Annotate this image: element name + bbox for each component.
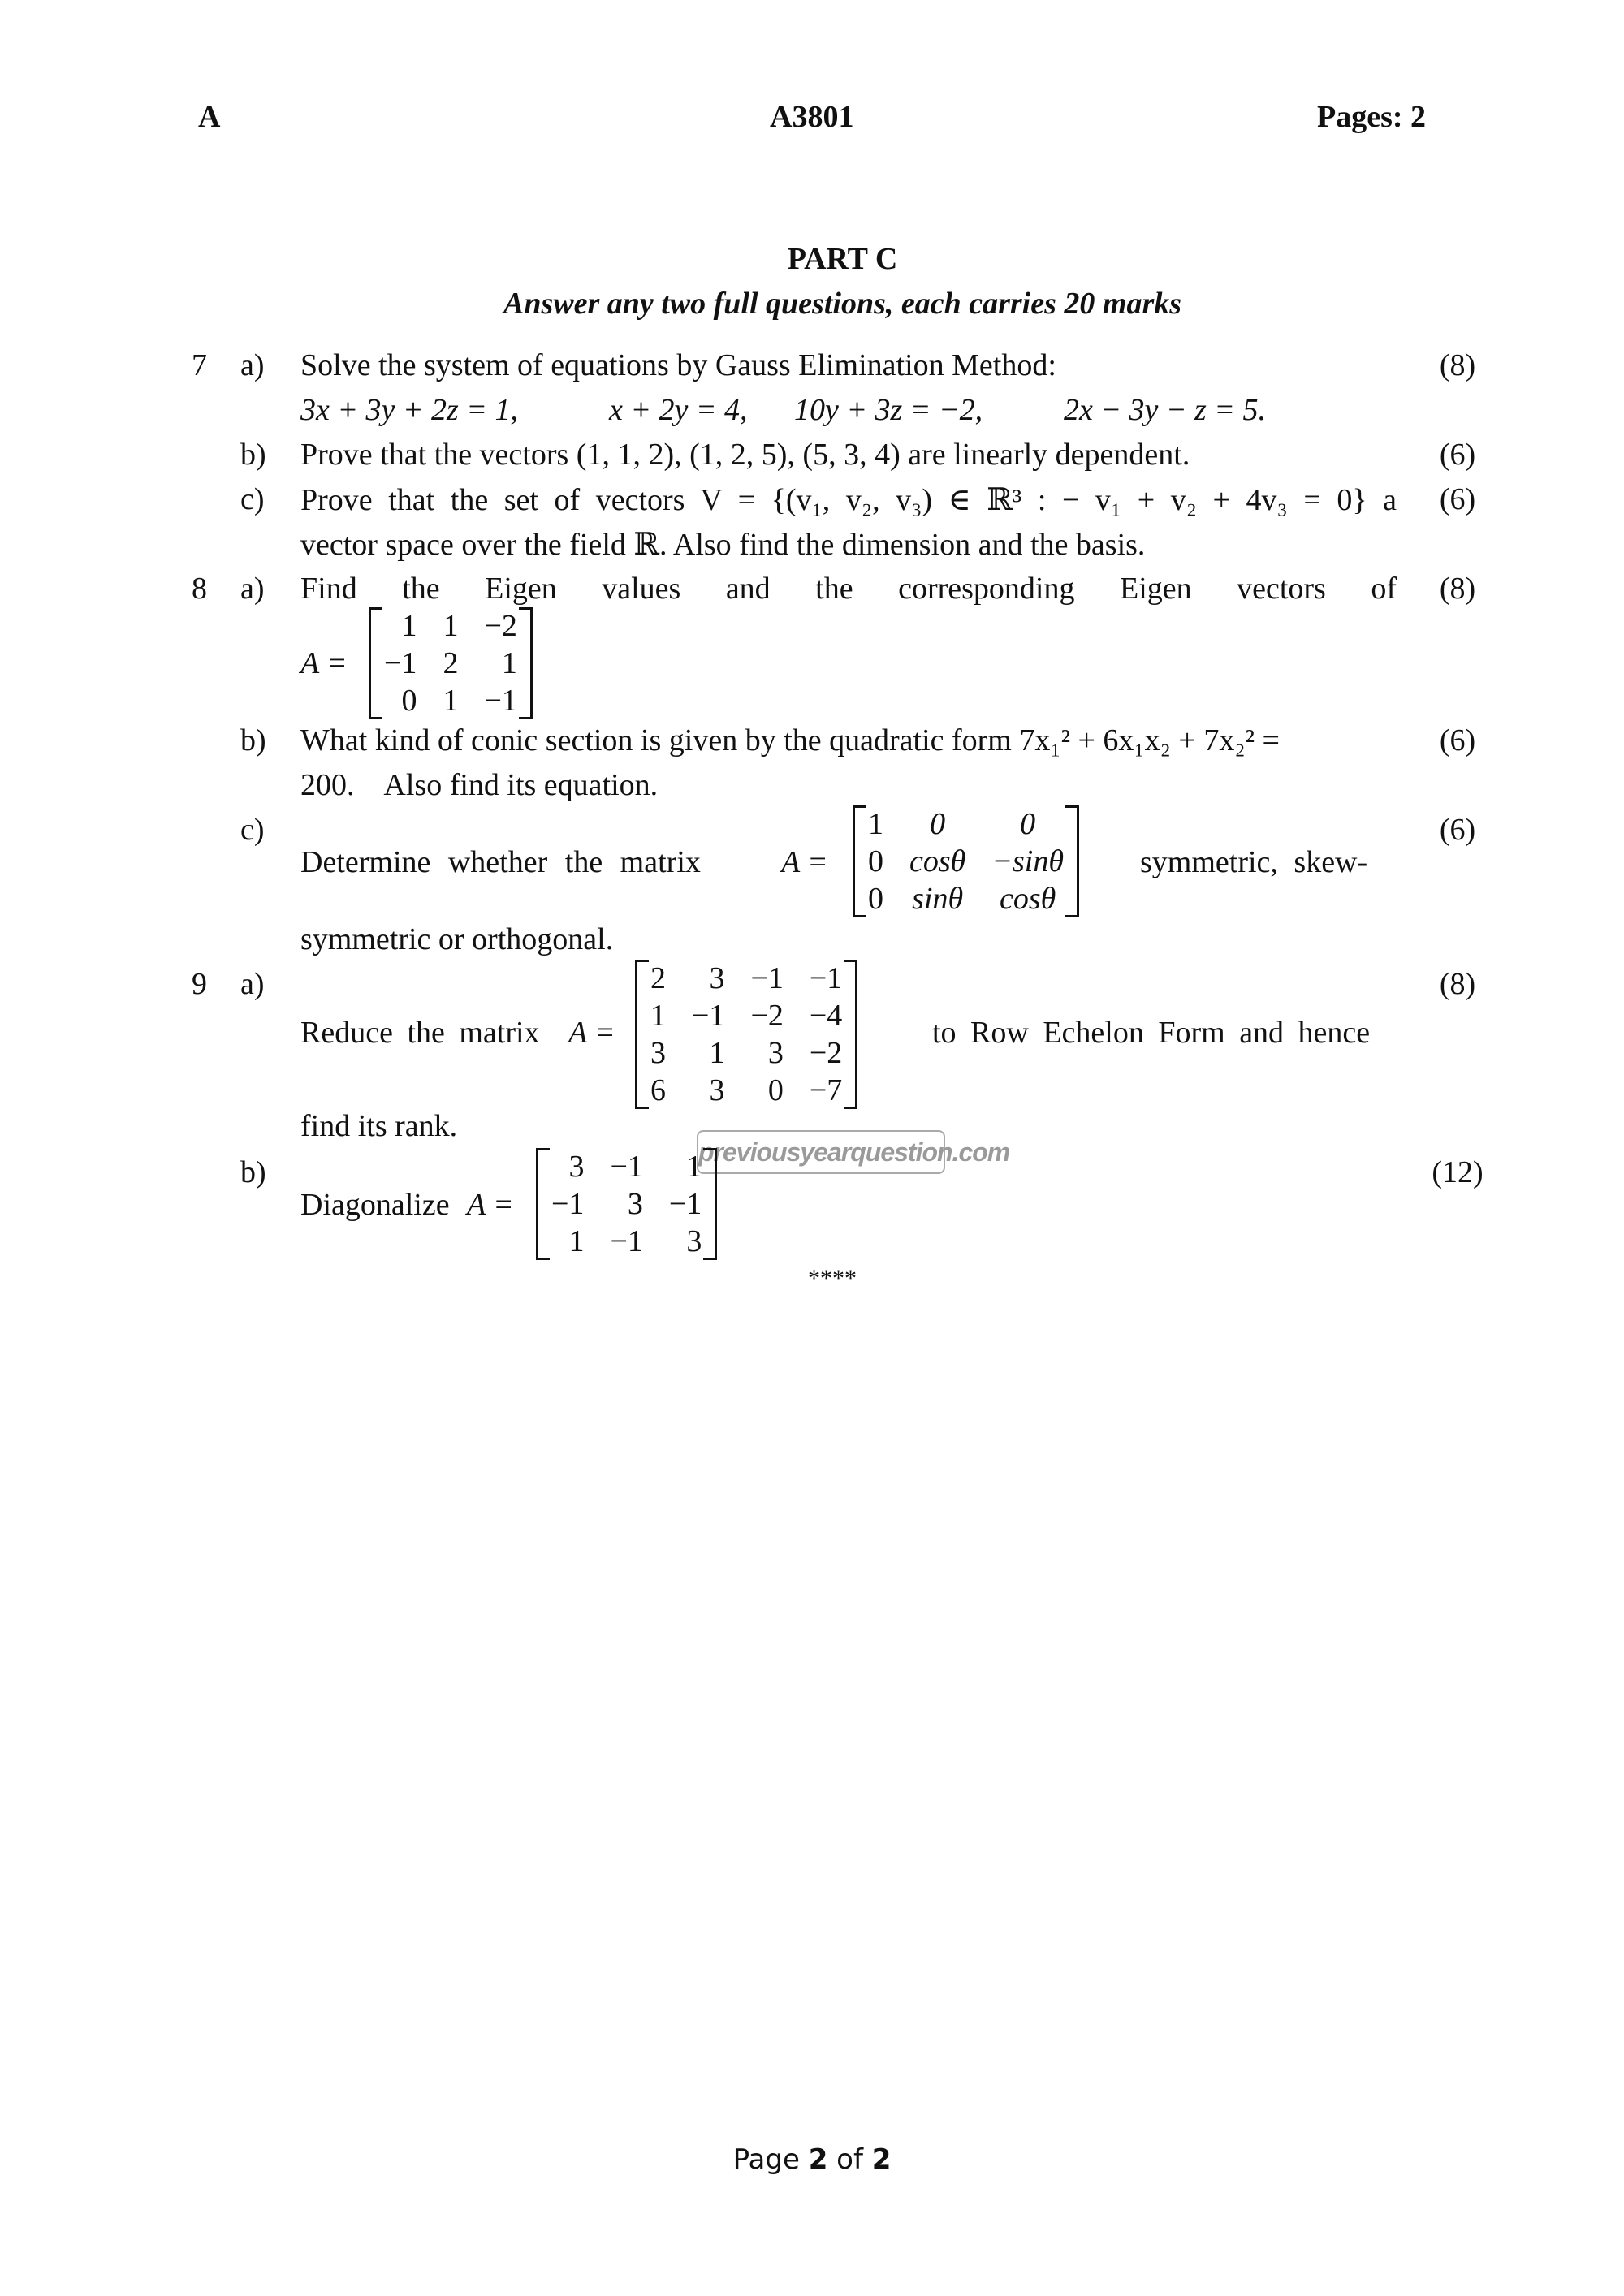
matrix-cell: −sinθ	[991, 844, 1064, 878]
q7a-text: Solve the system of equations by Gauss Elimination Method:	[300, 348, 1056, 382]
q9a-lhs: A =	[568, 1016, 615, 1050]
matrix-cell: −1	[484, 684, 517, 718]
matrix-cell: 3	[650, 1036, 666, 1070]
matrix-cell: 0	[868, 844, 883, 878]
matrix-cell: 0	[401, 684, 417, 718]
q8c-matrix	[853, 805, 1079, 917]
matrix-cell: −2	[750, 999, 784, 1033]
part-instruction: Answer any two full questions, each carries 20 marks	[503, 287, 1182, 321]
q8b-text-line1: What kind of conic section is given by the quadratic form 7x₁² + 6x₁x₂ + 7x₂² =	[300, 723, 1280, 757]
q7a-marks: (8)	[1439, 348, 1476, 382]
q7c-label: c)	[240, 482, 265, 516]
q8c-text-line2: symmetric or orthogonal.	[300, 922, 614, 956]
q8a-marks: (8)	[1439, 572, 1476, 606]
matrix-cell: −1	[692, 999, 725, 1033]
q9b-matrix	[536, 1148, 717, 1260]
matrix-cell: 3	[709, 1073, 725, 1107]
part-title: PART C	[787, 242, 898, 276]
q7c-marks: (6)	[1439, 482, 1476, 516]
matrix-cell: −1	[610, 1150, 643, 1184]
question-number-8: 8	[192, 572, 207, 606]
q8c-text-before: Determine whether the matrix	[300, 845, 701, 879]
page-footer	[0, 2143, 1624, 2176]
q9b-matrix-table	[538, 1148, 715, 1260]
matrix-cell: 1	[709, 1036, 725, 1070]
q8a-matrix	[369, 607, 533, 719]
header-code: A3801	[770, 100, 854, 134]
footer-current-page: 2	[808, 2143, 828, 2176]
matrix-cell: −7	[809, 1073, 843, 1107]
q8a-matrix-table	[371, 607, 530, 719]
q9a-text-line2: find its rank.	[300, 1109, 458, 1143]
matrix-cell: 2	[650, 961, 666, 995]
q9b-text-before: Diagonalize	[300, 1188, 450, 1222]
q7a-eq3: 10y + 3z = −2,	[794, 393, 983, 427]
matrix-cell: 3	[767, 1036, 784, 1070]
matrix-cell: 3	[568, 1150, 585, 1184]
question-number-9: 9	[192, 967, 207, 1001]
q8c-text-after: symmetric, skew-	[1140, 845, 1368, 879]
matrix-cell: 6	[650, 1073, 666, 1107]
q7a-eq1: 3x + 3y + 2z = 1,	[300, 393, 518, 427]
matrix-cell: 1	[401, 609, 417, 643]
question-number-7: 7	[192, 348, 207, 382]
q8c-lhs: A =	[781, 845, 828, 879]
matrix-cell: −1	[668, 1187, 702, 1221]
matrix-cell: 1	[501, 646, 517, 680]
matrix-cell: 1	[686, 1150, 702, 1184]
q8a-lhs: A =	[300, 646, 348, 680]
matrix-cell: −1	[551, 1187, 585, 1221]
q7b-marks: (6)	[1439, 438, 1476, 472]
matrix-cell: 0	[868, 882, 883, 916]
q8c-matrix-table	[855, 805, 1077, 917]
q9a-text-after: to Row Echelon Form and hence	[932, 1016, 1371, 1050]
q7b-text: Prove that the vectors (1, 1, 2), (1, 2, 5), (5, 3, 4) are linearly dependent.	[300, 438, 1190, 472]
q7a-label: a)	[240, 348, 265, 382]
q8b-text-line2: 200. Also find its equation.	[300, 768, 659, 802]
matrix-cell: −1	[750, 961, 784, 995]
matrix-cell: 3	[627, 1187, 643, 1221]
matrix-cell: 2	[443, 646, 459, 680]
matrix-cell: −4	[809, 999, 843, 1033]
matrix-cell: 0	[930, 807, 946, 841]
end-mark: ****	[808, 1265, 857, 1292]
q7c-text-line2: vector space over the field ℝ. Also find the dimension and the basis.	[300, 528, 1146, 562]
q7a-eq4: 2x − 3y − z = 5.	[1064, 393, 1266, 427]
q9b-lhs: A =	[467, 1188, 514, 1222]
q8b-marks: (6)	[1439, 723, 1476, 757]
matrix-cell: 1	[443, 684, 459, 718]
matrix-cell: −1	[809, 961, 843, 995]
matrix-cell: 1	[650, 999, 666, 1033]
matrix-cell: 3	[686, 1224, 702, 1258]
watermark: previousyearquestion.com	[697, 1130, 945, 1174]
q7b-label: b)	[240, 438, 266, 472]
matrix-cell: −1	[384, 646, 417, 680]
q7c-text-line1: Prove that the set of vectors V = {(v₁, v₂, v₃) ∈ ℝ³ : − v₁ + v₂ + 4v₃ = 0} a	[300, 483, 1397, 517]
q9b-marks: (12)	[1432, 1155, 1484, 1189]
matrix-cell: 0	[1020, 807, 1036, 841]
matrix-cell: 1	[443, 609, 459, 643]
matrix-cell: cosθ	[909, 844, 966, 878]
footer-page-word: Page	[732, 2143, 800, 2176]
matrix-cell: 3	[709, 961, 725, 995]
q9a-text-before: Reduce the matrix	[300, 1016, 540, 1050]
q8b-label: b)	[240, 723, 266, 757]
q8c-marks: (6)	[1439, 813, 1476, 847]
header-series: A	[198, 100, 221, 134]
q8a-label: a)	[240, 572, 265, 606]
q8a-text: Find the Eigen values and the corresponding Eigen vectors of	[300, 572, 1397, 606]
q9a-label: a)	[240, 967, 265, 1001]
q9a-matrix	[635, 960, 857, 1109]
matrix-cell: −2	[484, 609, 517, 643]
matrix-cell: sinθ	[912, 882, 964, 916]
q9a-matrix-table	[637, 960, 855, 1109]
matrix-cell: 1	[868, 807, 883, 841]
q8c-label: c)	[240, 813, 265, 847]
q7a-eq2: x + 2y = 4,	[609, 393, 748, 427]
header-pages: Pages: 2	[1317, 100, 1427, 134]
footer-of-word: of	[836, 2143, 863, 2176]
q9b-label: b)	[240, 1155, 266, 1189]
q9a-marks: (8)	[1439, 967, 1476, 1001]
matrix-cell: −2	[809, 1036, 843, 1070]
matrix-cell: −1	[610, 1224, 643, 1258]
matrix-cell: 0	[767, 1073, 784, 1107]
matrix-cell: 1	[568, 1224, 585, 1258]
matrix-cell: cosθ	[999, 882, 1056, 916]
footer-total-pages: 2	[871, 2143, 892, 2176]
